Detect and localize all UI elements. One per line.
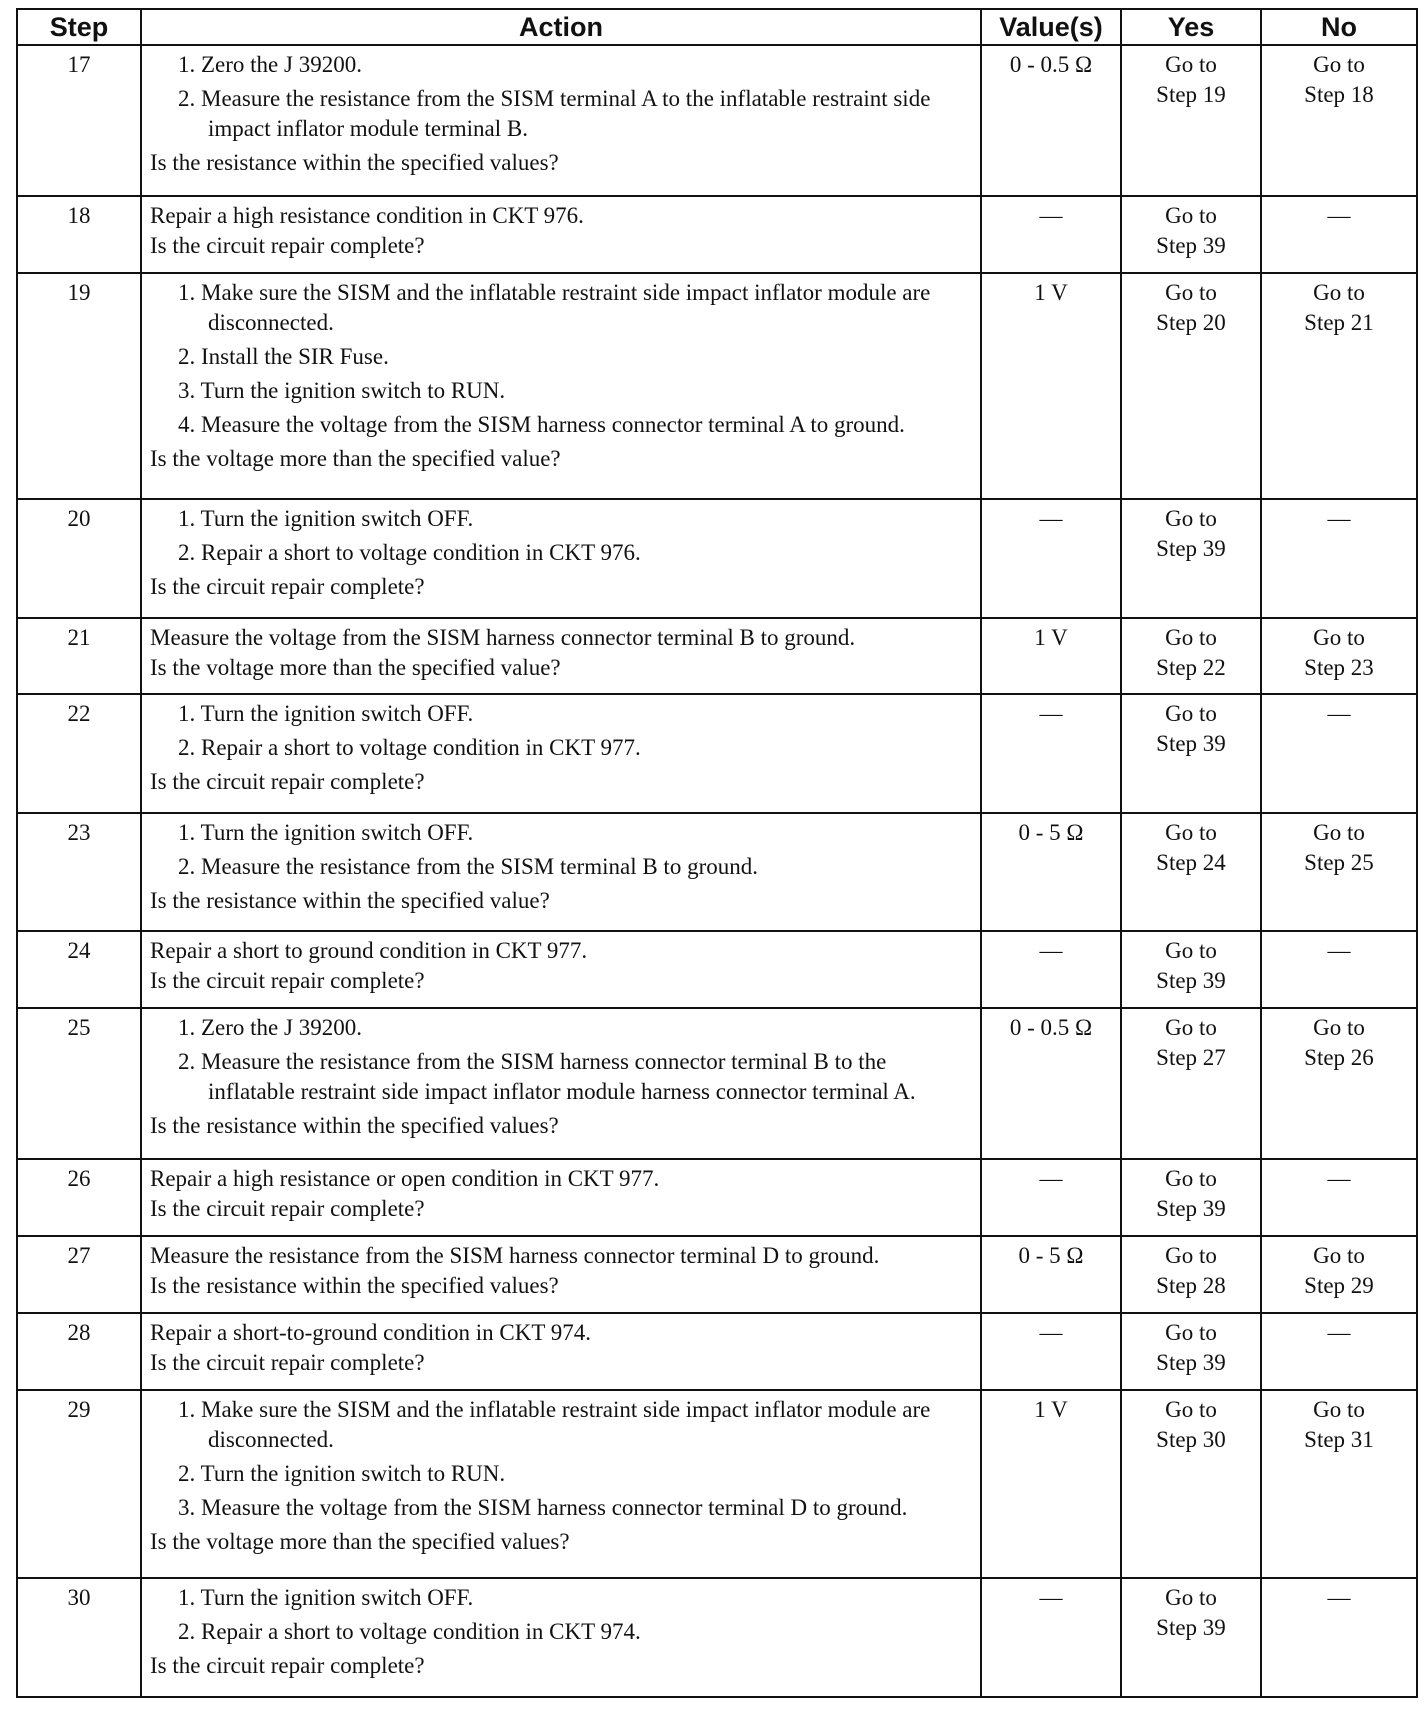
no-cell: [1261, 931, 1417, 1008]
action-step-item: 2. Repair a short to voltage condition in CKT 976.: [178, 540, 641, 566]
action-text: Measure the voltage from the SISM harness connector terminal B to ground.: [150, 624, 856, 650]
action-question: Is the circuit repair complete?: [150, 1653, 425, 1679]
specified-value: —: [981, 694, 1121, 812]
header-row: [17, 9, 1417, 45]
header-no: No: [1261, 9, 1417, 45]
action-step-item: 1. Zero the J 39200.: [178, 1015, 362, 1041]
no-goto-text: —: [1327, 1320, 1351, 1346]
step-number: 17: [17, 45, 141, 196]
action-step-item: 1. Make sure the SISM and the inflatable restraint side impact inflator module are disconnected.: [178, 1396, 931, 1452]
no-cell: [1261, 813, 1417, 931]
yes-goto-text: Go to: [1165, 1166, 1217, 1192]
action-cell: [141, 1578, 981, 1697]
yes-goto-text: Step 28: [1156, 1273, 1226, 1299]
action-step-item: 2. Measure the resistance from the SISM terminal A to the inflatable restraint side impact inflator module terminal B.: [178, 86, 931, 141]
specified-value: 0 - 5 Ω: [981, 1236, 1121, 1313]
specified-value: —: [981, 931, 1121, 1008]
table-row: [17, 1578, 1417, 1697]
yes-cell: [1121, 618, 1261, 695]
action-question: Is the voltage more than the specified value?: [150, 654, 561, 680]
table-row: [17, 1008, 1417, 1159]
specified-value: —: [981, 196, 1121, 273]
yes-cell: [1121, 1578, 1261, 1697]
no-goto-text: Step 21: [1304, 310, 1374, 336]
specified-value: —: [981, 1313, 1121, 1390]
step-number: 20: [17, 499, 141, 617]
table-row: [17, 813, 1417, 931]
action-cell: [141, 1159, 981, 1236]
action-question: Is the circuit repair complete?: [150, 769, 425, 795]
action-question: Is the circuit repair complete?: [150, 1196, 425, 1222]
action-cell: [141, 196, 981, 273]
yes-goto-text: Step 39: [1156, 536, 1226, 562]
specified-value: 1 V: [981, 1390, 1121, 1579]
action-question: Is the circuit repair complete?: [150, 1350, 425, 1376]
step-number: 23: [17, 813, 141, 931]
header-yes: Yes: [1121, 9, 1261, 45]
yes-goto-text: Go to: [1165, 506, 1217, 532]
action-step-item: 1. Make sure the SISM and the inflatable restraint side impact inflator module are disconnected.: [178, 280, 931, 336]
specified-value: 0 - 5 Ω: [981, 813, 1121, 931]
action-question: Is the circuit repair complete?: [150, 233, 425, 259]
table-row: [17, 45, 1417, 196]
yes-goto-text: Go to: [1165, 1243, 1217, 1269]
no-goto-text: Go to: [1313, 1396, 1365, 1422]
no-goto-text: Step 18: [1304, 82, 1374, 107]
table-row: [17, 1236, 1417, 1313]
action-cell: [141, 694, 981, 812]
action-steps-list: [150, 1013, 972, 1107]
action-question: Is the voltage more than the specified values?: [150, 1528, 570, 1554]
yes-goto-text: Go to: [1165, 52, 1217, 77]
action-text: Measure the resistance from the SISM harness connector terminal D to ground.: [150, 1243, 880, 1269]
action-text: Repair a high resistance condition in CKT 976.: [150, 203, 584, 229]
yes-goto-text: Go to: [1165, 203, 1217, 229]
table-row: [17, 931, 1417, 1008]
action-question: Is the resistance within the specified values?: [150, 1273, 559, 1299]
yes-goto-text: Go to: [1165, 701, 1217, 727]
action-steps-list: [150, 50, 972, 144]
specified-value: —: [981, 1159, 1121, 1236]
specified-value: 0 - 0.5 Ω: [981, 1008, 1121, 1159]
step-number: 21: [17, 618, 141, 695]
yes-goto-text: Step 39: [1156, 1350, 1226, 1376]
table-body: [17, 45, 1417, 1697]
step-number: 25: [17, 1008, 141, 1159]
action-step-item: 2. Install the SIR Fuse.: [178, 344, 389, 370]
no-goto-text: Go to: [1313, 1015, 1365, 1041]
no-cell: [1261, 196, 1417, 273]
yes-goto-text: Go to: [1165, 1396, 1217, 1422]
action-text: Repair a high resistance or open condition in CKT 977.: [150, 1166, 660, 1192]
specified-value: 1 V: [981, 618, 1121, 695]
action-steps-list: [150, 504, 972, 568]
no-cell: [1261, 1236, 1417, 1313]
yes-cell: [1121, 1236, 1261, 1313]
action-step-item: 2. Measure the resistance from the SISM terminal B to ground.: [178, 853, 758, 879]
yes-goto-text: Go to: [1165, 1320, 1217, 1346]
action-question: Is the resistance within the specified values?: [150, 1113, 559, 1139]
yes-cell: [1121, 931, 1261, 1008]
specified-value: —: [981, 1578, 1121, 1697]
no-goto-text: Step 25: [1304, 849, 1374, 875]
action-step-item: 2. Repair a short to voltage condition in CKT 977.: [178, 735, 641, 761]
action-cell: [141, 931, 981, 1008]
action-steps-list: [150, 278, 972, 440]
no-goto-text: Go to: [1313, 280, 1365, 306]
yes-goto-text: Go to: [1165, 624, 1217, 650]
action-cell: [141, 499, 981, 617]
table-row: [17, 499, 1417, 617]
yes-goto-text: Step 39: [1156, 1196, 1226, 1222]
specified-value: —: [981, 499, 1121, 617]
yes-cell: [1121, 1159, 1261, 1236]
action-cell: [141, 45, 981, 196]
yes-goto-text: Step 22: [1156, 654, 1226, 680]
action-cell: [141, 813, 981, 931]
action-question: Is the circuit repair complete?: [150, 574, 425, 600]
yes-cell: [1121, 1008, 1261, 1159]
yes-cell: [1121, 499, 1261, 617]
action-steps-list: [150, 818, 972, 882]
no-goto-text: Step 29: [1304, 1273, 1374, 1299]
action-step-item: 1. Turn the ignition switch OFF.: [178, 506, 474, 532]
no-cell: [1261, 273, 1417, 499]
action-question: Is the circuit repair complete?: [150, 968, 425, 994]
action-step-item: 1. Turn the ignition switch OFF.: [178, 1585, 474, 1611]
yes-goto-text: Step 39: [1156, 1615, 1226, 1641]
step-number: 27: [17, 1236, 141, 1313]
action-question: Is the resistance within the specified values?: [150, 150, 559, 175]
yes-goto-text: Step 27: [1156, 1045, 1226, 1071]
step-number: 28: [17, 1313, 141, 1390]
yes-cell: [1121, 273, 1261, 499]
action-step-item: 4. Measure the voltage from the SISM harness connector terminal A to ground.: [178, 412, 905, 438]
action-step-item: 1. Turn the ignition switch OFF.: [178, 701, 474, 727]
table-row: [17, 1313, 1417, 1390]
action-step-item: 2. Turn the ignition switch to RUN.: [178, 1460, 506, 1486]
step-number: 19: [17, 273, 141, 499]
yes-cell: [1121, 694, 1261, 812]
specified-value: 1 V: [981, 273, 1121, 499]
no-goto-text: —: [1327, 203, 1351, 229]
step-number: 22: [17, 694, 141, 812]
no-goto-text: —: [1327, 506, 1351, 532]
step-number: 26: [17, 1159, 141, 1236]
action-cell: [141, 1008, 981, 1159]
action-cell: [141, 1313, 981, 1390]
step-number: 24: [17, 931, 141, 1008]
no-cell: [1261, 499, 1417, 617]
table-row: [17, 1159, 1417, 1236]
table-row: [17, 273, 1417, 499]
no-goto-text: Go to: [1313, 624, 1365, 650]
action-step-item: 1. Zero the J 39200.: [178, 52, 362, 77]
action-cell: [141, 273, 981, 499]
action-step-item: 3. Measure the voltage from the SISM harness connector terminal D to ground.: [178, 1494, 908, 1520]
action-question: Is the resistance within the specified value?: [150, 887, 550, 913]
action-steps-list: [150, 1395, 972, 1523]
action-question: Is the voltage more than the specified value?: [150, 446, 561, 472]
no-cell: [1261, 694, 1417, 812]
table-row: [17, 196, 1417, 273]
no-goto-text: Go to: [1313, 1243, 1365, 1269]
no-cell: [1261, 1578, 1417, 1697]
action-step-item: 2. Measure the resistance from the SISM harness connector terminal B to the inflatable restraint side impact inflator module harness connector terminal A.: [178, 1049, 916, 1105]
no-cell: [1261, 618, 1417, 695]
action-cell: [141, 1390, 981, 1579]
step-number: 18: [17, 196, 141, 273]
action-steps-list: [150, 699, 972, 763]
no-cell: [1261, 1313, 1417, 1390]
yes-goto-text: Step 24: [1156, 849, 1226, 875]
no-goto-text: —: [1327, 938, 1351, 964]
yes-cell: [1121, 1390, 1261, 1579]
no-goto-text: —: [1327, 701, 1351, 727]
yes-cell: [1121, 813, 1261, 931]
yes-goto-text: Step 39: [1156, 731, 1226, 757]
yes-goto-text: Step 39: [1156, 233, 1226, 259]
action-cell: [141, 618, 981, 695]
yes-cell: [1121, 45, 1261, 196]
yes-goto-text: Go to: [1165, 938, 1217, 964]
yes-cell: [1121, 196, 1261, 273]
table-row: [17, 1390, 1417, 1579]
yes-goto-text: Go to: [1165, 1585, 1217, 1611]
no-goto-text: Step 26: [1304, 1045, 1374, 1071]
yes-goto-text: Go to: [1165, 819, 1217, 845]
yes-goto-text: Go to: [1165, 280, 1217, 306]
yes-goto-text: Go to: [1165, 1015, 1217, 1041]
action-steps-list: [150, 1583, 972, 1647]
step-number: 29: [17, 1390, 141, 1579]
no-cell: [1261, 1159, 1417, 1236]
no-goto-text: Step 23: [1304, 654, 1374, 680]
header-action: Action: [141, 9, 981, 45]
no-cell: [1261, 45, 1417, 196]
no-goto-text: —: [1327, 1585, 1351, 1611]
diagnostic-table: [16, 8, 1418, 1698]
yes-goto-text: Step 30: [1156, 1426, 1226, 1452]
no-goto-text: Go to: [1313, 819, 1365, 845]
yes-cell: [1121, 1313, 1261, 1390]
no-goto-text: Go to: [1313, 52, 1365, 77]
step-number: 30: [17, 1578, 141, 1697]
table-row: [17, 618, 1417, 695]
action-text: Repair a short to ground condition in CKT 977.: [150, 938, 588, 964]
header-step: Step: [17, 9, 141, 45]
action-text: Repair a short-to-ground condition in CKT 974.: [150, 1320, 591, 1346]
table-row: [17, 694, 1417, 812]
yes-goto-text: Step 20: [1156, 310, 1226, 336]
action-cell: [141, 1236, 981, 1313]
action-step-item: 1. Turn the ignition switch OFF.: [178, 819, 474, 845]
no-goto-text: —: [1327, 1166, 1351, 1192]
no-cell: [1261, 1390, 1417, 1579]
no-cell: [1261, 1008, 1417, 1159]
yes-goto-text: Step 39: [1156, 968, 1226, 994]
header-values: Value(s): [981, 9, 1121, 45]
specified-value: 0 - 0.5 Ω: [981, 45, 1121, 196]
action-step-item: 3. Turn the ignition switch to RUN.: [178, 378, 506, 404]
yes-goto-text: Step 19: [1156, 82, 1226, 107]
action-step-item: 2. Repair a short to voltage condition in CKT 974.: [178, 1619, 641, 1645]
no-goto-text: Step 31: [1304, 1426, 1374, 1452]
